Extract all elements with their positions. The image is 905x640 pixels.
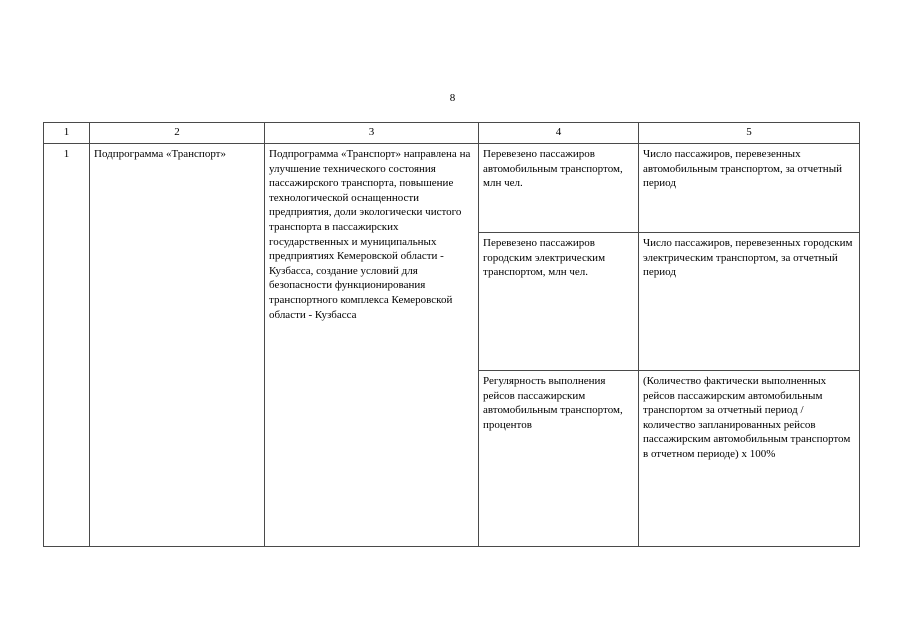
indicator-name-cell <box>479 144 639 233</box>
program-name-cell <box>90 144 265 547</box>
header-row <box>44 123 860 144</box>
table-row <box>44 144 860 233</box>
header-col-2: 2 <box>90 123 265 144</box>
program-name: Подпрограмма «Транспорт» <box>94 148 226 160</box>
header-col-3: 3 <box>265 123 479 144</box>
indicator-name: Перевезено пассажиров городским электрическим транспортом, млн чел. <box>483 237 606 279</box>
row-number: 1 <box>44 144 90 547</box>
indicator-name-cell <box>479 371 639 547</box>
indicator-method: Число пассажиров, перевезенных автомобильным транспортом, за отчетный период <box>643 148 842 190</box>
program-description-cell <box>265 144 479 547</box>
indicators-table <box>43 122 860 547</box>
indicator-method-cell <box>639 371 860 547</box>
page-number: 8 <box>449 92 456 104</box>
indicator-name: Перевезено пассажиров автомобильным транспортом, млн чел. <box>483 148 623 190</box>
indicator-method: (Количество фактически выполненных рейсов пассажирским автомобильным транспортом за отчетный период / количество запланированных рейсов пассажирским автомобильным транспортом в отчетном периоде) x 100% <box>643 375 851 460</box>
header-col-5: 5 <box>639 123 860 144</box>
indicator-name-cell <box>479 233 639 371</box>
indicator-method-cell <box>639 233 860 371</box>
header-col-4: 4 <box>479 123 639 144</box>
header-col-1: 1 <box>44 123 90 144</box>
indicator-name: Регулярность выполнения рейсов пассажирским автомобильным транспортом, процентов <box>483 375 623 431</box>
indicator-method: Число пассажиров, перевезенных городским электрическим транспортом, за отчетный период <box>643 237 853 279</box>
program-description: Подпрограмма «Транспорт» направлена на улучшение технического состояния пассажирского транспорта, повышение технологической оснащенности предприятия, доли экологически чистого транспорта в пассажирских государственных и муниципальных предприятиях Кемеровской области - Кузбасса, создание условий для безопасности функционирования транспортного комплекса Кемеровской области - Кузбасса <box>269 148 471 321</box>
indicator-method-cell <box>639 144 860 233</box>
